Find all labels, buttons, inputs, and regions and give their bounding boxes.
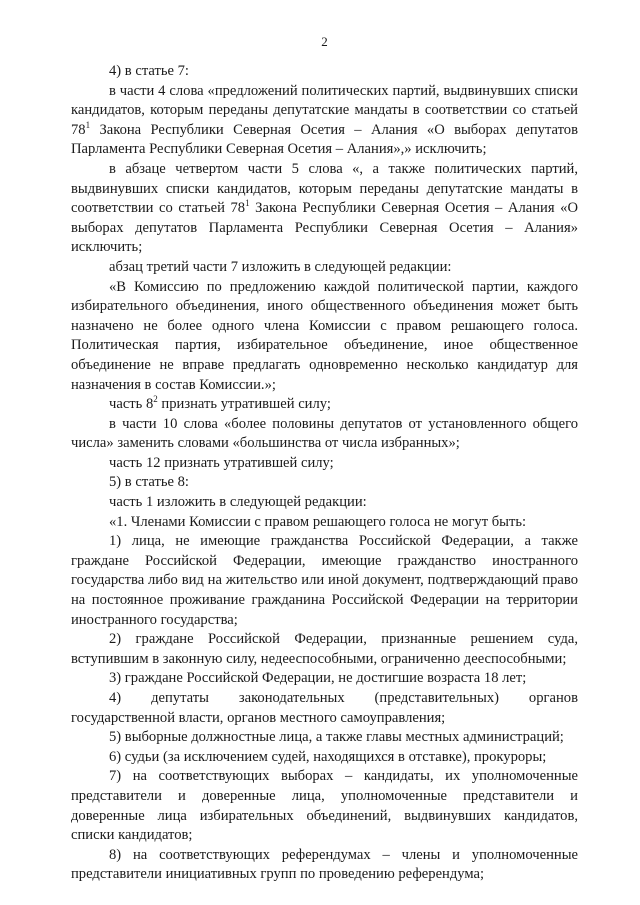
paragraph-article8-part1: часть 1 изложить в следующей редакции:: [109, 494, 367, 511]
list-item-7: 7) на соответствующих выборах – кандидаты, их уполномоченные представители и доверенные лица, уполномоченные представители и доверенные лица избирательных объединений, выдвинувших кандидатов, списки кандидатов;: [71, 768, 578, 844]
paragraph-part8-2: часть $8^2$ признать утратившей силу;: [109, 394, 331, 413]
paragraph-article7-part4: в части 4 слова «предложений политических партий, выдвинувших списки кандидатов, которым переданы депутатские мандаты в соответствии со статьей $78^1$ Закона Республики Северная Осетия – Алания «О выборах депутатов Парламента Республики Северная Осетия – Алания»,» исключить;: [71, 82, 578, 158]
list-item-6: 6) судьи (за исключением судей, находящихся в отставке), прокуроры;: [109, 748, 547, 765]
paragraph-members-intro: «1. Членами Комиссии с правом решающего голоса не могут быть:: [109, 513, 527, 530]
paragraph-article8-heading: 5) в статье 8:: [109, 474, 189, 491]
list-item-4: 4) депутаты законодательных (представительных) органов государственной власти, органов местного самоуправления;: [71, 690, 578, 726]
list-item-2: 2) граждане Российской Федерации, признанные решением суда, вступившим в законную силу, недееспособными, ограниченно дееспособными;: [71, 631, 578, 667]
paragraph-part12: часть 12 признать утратившей силу;: [109, 454, 334, 471]
paragraph-article7-part7: абзац третий части 7 изложить в следующей редакции:: [109, 258, 452, 275]
list-item-3: 3) граждане Российской Федерации, не достигшие возраста 18 лет;: [109, 670, 527, 687]
paragraph-commission-quote: «В Комиссию по предложению каждой политической партии, каждого избирательного объединения, иного общественного объединения может быть назначено не более одного члена Комиссии с правом решающего голоса. Политическая партия, избирательное объединение, иное общественное объединение не вправе предлагать одновременно несколько кандидатур для назначения в состав Комиссии.»;: [71, 278, 578, 393]
paragraph-article7-part5: в абзаце четвертом части 5 слова «, а также политических партий, выдвинувших списки кандидатов, которым переданы депутатские мандаты в соответствии со статьей $78^1$ Закона Республики Северная Осетия – Алания «О выборах депутатов Парламента Республики Северная Осетия – Алания» исключить;: [71, 160, 578, 256]
list-item-1: 1) лица, не имеющие гражданства Российской Федерации, а также граждане Российской Федерации, имеющие гражданство иностранного государства либо вид на жительство или иной документ, подтверждающий право на постоянное проживание гражданина Российской Федерации на территории иностранного государства;: [71, 533, 578, 628]
paragraph-part10: в части 10 слова «более половины депутатов от установленного общего числа» заменить словами «большинства от числа избранных»;: [71, 415, 578, 452]
page-number: 2: [321, 34, 328, 49]
paragraph-article7-heading: 4) в статье 7:: [109, 63, 189, 79]
list-item-8: 8) на соответствующих референдумах – члены и уполномоченные представители инициативных групп по проведению референдума;: [71, 846, 578, 883]
list-item-5: 5) выборные должностные лица, а также главы местных администраций;: [109, 729, 564, 746]
